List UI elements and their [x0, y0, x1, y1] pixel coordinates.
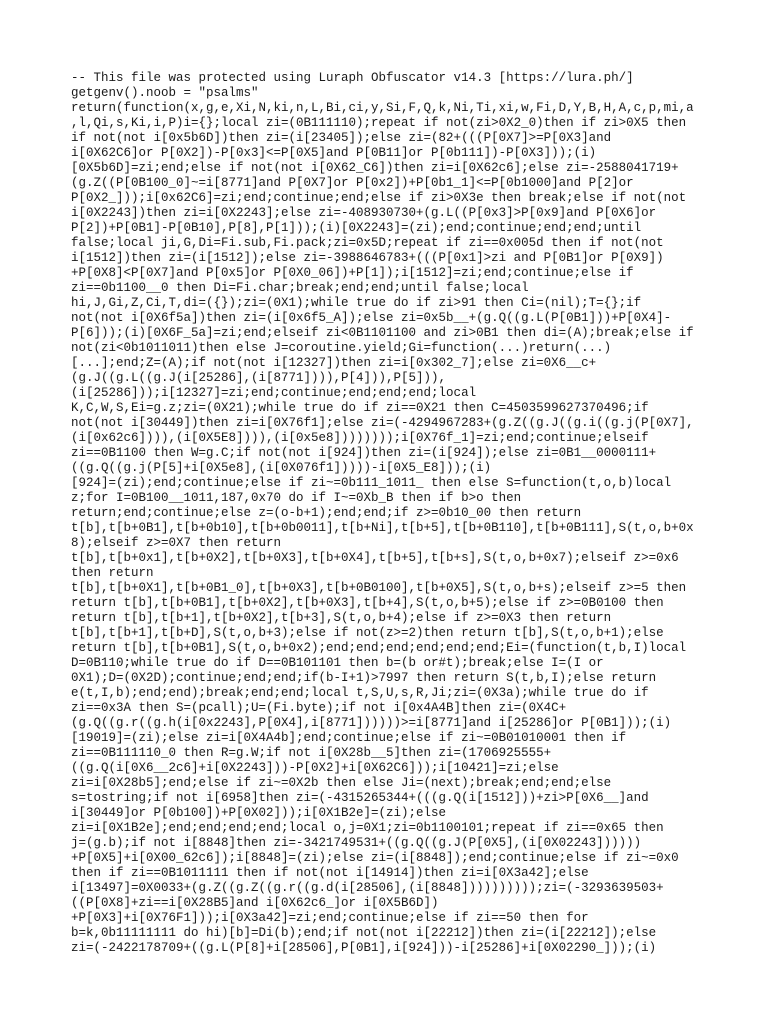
code-line: P[0X2_]));i[0x62C6]=zi;end;continue;end;else if zi>0X3e then break;else if not(not: [71, 191, 687, 205]
code-line: i[13497]=0X0033+(g.Z((g.Z((g.r((g.d(i[28506],(i[8848])))))))));zi=(-3293639503+: [71, 881, 664, 895]
code-line: P[2])+P[0B1]-P[0B10],P[8],P[1]));(i)[0X2243]=(zi);end;continue;end;end;until: [71, 221, 642, 235]
code-line: i[0X2243])then zi=i[0X2243];else zi=-408930730+(g.L((P[0x3]>P[0x9]and P[0X6]or: [71, 206, 657, 220]
code-line: j=(g.b);if not i[8848]then zi=-3421749531+((g.Q((g.J(P[0X5],(i[0X02243]))))): [71, 836, 642, 850]
code-line: zi==0B1100 then W=g.C;if not(not i[924])then zi=(i[924]);else zi=0B1__0000111+: [71, 446, 657, 460]
code-line: zi=i[0X1B2e];end;end;end;end;local o,j=0X1;zi=0b1100101;repeat if zi==0x65 then: [71, 821, 664, 835]
code-line: b=k,0b11111111 do hi)[b]=Di(b);end;if not(not i[22212])then zi=(i[22212]);else: [71, 926, 657, 940]
code-line: i[30449]or P[0b100])+P[0X02]));i[0X1B2e]=(zi);else: [71, 806, 447, 820]
code-line: zi=(-2422178709+((g.L(P[8]+i[28506],P[0B1],i[924]))-i[25286]+i[0X02290_]));(i): [71, 941, 657, 955]
code-line: e(t,I,b);end;end);break;end;end;local t,S,U,s,R,Ji;zi=(0X3a);while true do if: [71, 686, 649, 700]
code-line: ((g.Q(i[0X6__2c6]+i[0X2243]))-P[0X2]+i[0X62C6]));i[10421]=zi;else: [71, 761, 559, 775]
code-line: (i[0x62c6]))),(i[0X5E8]))),(i[0x5e8])))))));i[0X76f_1]=zi;end;continue;elseif: [71, 431, 649, 445]
code-line: P[6]));(i)[0X6F_5a]=zi;end;elseif zi<0B1101100 and zi>0B1 then di=(A);break;else if: [71, 326, 694, 340]
code-line: z;for I=0B100__1011,187,0x70 do if I~=0Xb_B then if b>o then: [71, 491, 522, 505]
code-line: hi,J,Gi,Z,Ci,T,di=({});zi=(0X1);while true do if zi>91 then Ci=(nil);T={};if: [71, 296, 642, 310]
code-line: [924]=(zi);end;continue;else if zi~=0b111_1011_ then else S=function(t,o,b)local: [71, 476, 672, 490]
code-line: zi==0b1100__0 then Di=Fi.char;break;end;end;until false;local: [71, 281, 529, 295]
code-line: (i[25286]));i[12327]=zi;end;continue;end;end;end;local: [71, 386, 477, 400]
code-line: D=0B110;while true do if D==0B101101 then b=(b or#t);break;else I=(I or: [71, 656, 604, 670]
code-line: zi==0x3A then S=(pcall);U=(Fi.byte);if not i[0x4A4B]then zi=(0X4C+: [71, 701, 567, 715]
code-document: [71, 71, 701, 956]
code-line: (g.J((g.L((g.J(i[25286],(i[8771]))),P[4])),P[5])),: [71, 371, 447, 385]
code-line: i[0X62C6]or P[0X2])-P[0x3]<=P[0X5]and P[0B11]or P[0b111])-P[0X3]));(i): [71, 146, 597, 160]
code-line: return;end;continue;else z=(o-b+1);end;end;if z>=0b10_00 then return: [71, 506, 582, 520]
code-line: (g.Q((g.r((g.h(i[0x2243],P[0X4],i[8771])))))>=i[8771]and i[25286]or P[0B1]));(i): [71, 716, 672, 730]
code-line: [0X5b6D]=zi;end;else if not(not i[0X62_C6])then zi=i[0X62c6];else zi=-2588041719+: [71, 161, 679, 175]
code-line: K,C,W,S,Ei=g.z;zi=(0X21);while true do if zi==0X21 then C=4503599627370496;if: [71, 401, 649, 415]
code-line: return t[b],t[b+1],t[b+0X2],t[b+3],S(t,o,b+4);else if z>=0X3 then return: [71, 611, 612, 625]
code-line: [...];end;Z=(A);if not(not i[12327])then zi=i[0x302_7];else zi=0X6__c+: [71, 356, 597, 370]
code-line: return t[b],t[b+0B1],S(t,o,b+0x2);end;end;end;end;end;end;Ei=(function(t,b,I)local: [71, 641, 687, 655]
code-line: ((P[0X8]+zi==i[0X28B5]and i[0X62c6_]or i[0X5B6D]): [71, 896, 439, 910]
code-line: not(not i[30449])then zi=i[0X76f1];else zi=(-4294967283+(g.Z((g.J((g.i((g.j(P[0X7],: [71, 416, 694, 430]
code-line: t[b],t[b+1],t[b+D],S(t,o,b+3);else if not(z>=2)then return t[b],S(t,o,b+1);else: [71, 626, 664, 640]
code-line: [19019]=(zi);else zi=i[0X4A4b];end;continue;else if zi~=0B01010001 then if: [71, 731, 627, 745]
code-line: if not(not i[0x5b6D])then zi=(i[23405]);else zi=(82+(((P[0X7]>=P[0X3]and: [71, 131, 612, 145]
code-line: then return: [71, 566, 154, 580]
code-line: false;local ji,G,Di=Fi.sub,Fi.pack;zi=0x5D;repeat if zi==0x005d then if not(not: [71, 236, 664, 250]
code-line: return(function(x,g,e,Xi,N,ki,n,L,Bi,ci,y,Si,F,Q,k,Ni,Ti,xi,w,Fi,D,Y,B,H,A,c,p,mi,a: [71, 101, 694, 115]
code-line: getgenv().noob = "psalms": [71, 86, 259, 100]
code-line: s=tostring;if not i[6958]then zi=(-4315265344+(((g.Q(i[1512]))+zi>P[0X6__]and: [71, 791, 649, 805]
code-line: +P[0X3]+i[0X76F1]));i[0X3a42]=zi;end;continue;else if zi==50 then for: [71, 911, 589, 925]
code-line: t[b],t[b+0B1],t[b+0b10],t[b+0b0011],t[b+Ni],t[b+5],t[b+0B110],t[b+0B111],S(t,o,b+0x: [71, 521, 694, 535]
code-line: 0X1);D=(0X2D);continue;end;end;if(b-I+1)>7997 then return S(t,b,I);else return: [71, 671, 657, 685]
code-line: return t[b],t[b+0B1],t[b+0X2],t[b+0X3],t[b+4],S(t,o,b+5);else if z>=0B0100 then: [71, 596, 664, 610]
code-line: not(zi<0b1011011)then else J=coroutine.yield;Gi=function(...)return(...): [71, 341, 612, 355]
code-line: ,l,Qi,s,Ki,i,P)i={};local zi=(0B111110);repeat if not(zi>0X2_0)then if zi>0X5 then: [71, 116, 687, 130]
code-line: zi=i[0X28b5];end;else if zi~=0X2b then else Ji=(next);break;end;end;else: [71, 776, 612, 790]
code-line: then if zi==0B1011111 then if not(not i[14914])then zi=i[0X3a42];else: [71, 866, 589, 880]
code-line: ((g.Q((g.j(P[5]+i[0X5e8],(i[0X076f1]))))-i[0X5_E8]));(i): [71, 461, 492, 475]
code-line: t[b],t[b+0x1],t[b+0X2],t[b+0X3],t[b+0X4],t[b+5],t[b+s],S(t,o,b+0x7);elseif z>=0x6: [71, 551, 679, 565]
code-line: t[b],t[b+0X1],t[b+0B1_0],t[b+0X3],t[b+0B0100],t[b+0X5],S(t,o,b+s);elseif z>=5 then: [71, 581, 687, 595]
code-line: +P[0X5]+i[0X00_62c6]);i[8848]=(zi);else zi=(i[8848]);end;continue;else if zi~=0x0: [71, 851, 679, 865]
code-line: zi==0B111110_0 then R=g.W;if not i[0X28b__5]then zi=(1706925555+: [71, 746, 552, 760]
code-line: (g.Z((P[0B100_0]~=i[8771]and P[0X7]or P[0x2])+P[0b1_1]<=P[0b1000]and P[2]or: [71, 176, 634, 190]
code-line: i[1512])then zi=(i[1512]);else zi=-3988646783+(((P[0x1]>zi and P[0B1]or P[0X9]): [71, 251, 664, 265]
code-line: 8);elseif z>=0X7 then return: [71, 536, 282, 550]
code-line: -- This file was protected using Luraph Obfuscator v14.3 [https://lura.ph/]: [71, 71, 634, 85]
code-line: +P[0X8]<P[0X7]and P[0x5]or P[0X0_06])+P[1]);i[1512]=zi;end;continue;else if: [71, 266, 634, 280]
code-line: not(not i[0X6f5a])then zi=(i[0x6f5_A]);else zi=0x5b__+(g.Q((g.L(P[0B1]))+P[0X4]-: [71, 311, 672, 325]
